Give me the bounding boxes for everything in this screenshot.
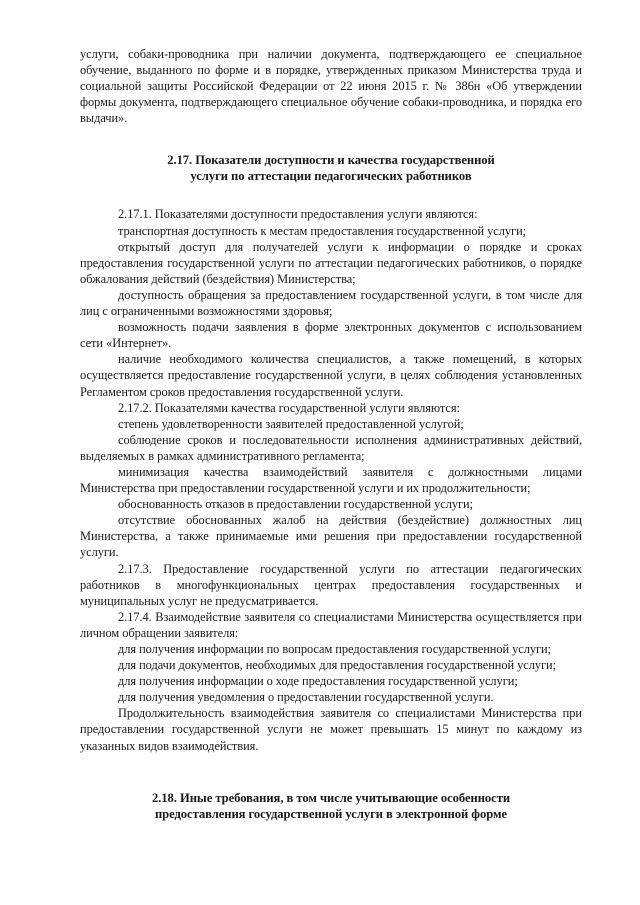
paragraph-progress-info: для получения информации о ходе предоставления государственной услуги; [118, 674, 518, 689]
paragraph-refusals: обоснованность отказов в предоставлении государственной услуги; [118, 497, 474, 512]
paragraph-2-17-4: 2.17.4. Взаимодействие заявителя со специалистами Министерства осуществляется при личном обращении заявителя: [80, 609, 582, 640]
paragraph-info-questions: для получения информации по вопросам предоставления государственной услуги; [118, 642, 552, 656]
paragraph-accessibility: доступность обращения за предоставлением государственной услуги, в том числе для лиц с ограниченными возможностями здоровья; [80, 287, 582, 319]
paragraph-satisfaction: степень удовлетворенности заявителей предоставленной услугой; [118, 416, 464, 431]
paragraph-transport: транспортная доступность к местам предоставления государственной услуги; [118, 223, 527, 238]
paragraph-complaints: отсутствие обоснованных жалоб на действия (бездействие) должностных лиц Министерства, а также принимаемые ими решения при предоставлении государственной услуги. [80, 513, 582, 560]
paragraph-2-17-1: 2.17.1. Показателями доступности предоставления услуги являются: [118, 207, 478, 222]
paragraph-submit-docs: для подачи документов, необходимых для предоставления государственной услуги; [118, 658, 557, 673]
paragraph-minimization: минимизация качества взаимодействий заявителя с должностными лицами Министерства при предоставлении государственной услуги и их продолжительности; [80, 464, 582, 496]
intro-paragraph: услуги, собаки-проводника при наличии документа, подтверждающего ее специальное обучение, выданного по форме и в порядке, утвержденных приказом Министерства труда и социальной защиты Российской Федерации от 22 июня 2015 г. № 386н «Об утверждении формы документа, подтверждающего специальное обучение собаки-проводника, и порядка его выдачи». [80, 47, 582, 126]
section-heading-2-17 [80, 152, 582, 184]
paragraph-specialists: наличие необходимого количества специалистов, а также помещений, в которых осуществляется предоставление государственной услуги, в целях соблюдения установленных Регламентом сроков предоставления государственной услуги. [80, 352, 582, 399]
paragraph-duration: Продолжительность взаимодействия заявителя со специалистами Министерства при предоставлении государственной услуги не может превышать 15 минут по каждому из указанных видов взаимодействия. [80, 706, 582, 753]
section-heading-2-18 [80, 790, 582, 822]
paragraph-open-access: открытый доступ для получателей услуги к информации о порядке и сроках предоставления государственной услуги по аттестации педагогических работников, о порядке обжалования действий (бездействия) Министерства; [80, 239, 582, 286]
heading-line: 2.17. Показатели доступности и качества государственной [167, 153, 495, 168]
document-page [80, 46, 582, 822]
paragraph-deadlines: соблюдение сроков и последовательности исполнения административных действий, выделяемых в рамках административного регламента; [80, 432, 582, 463]
heading-line: предоставления государственной услуги в электронной форме [154, 806, 508, 821]
paragraph-notification: для получения уведомления о предоставлении государственной услуги. [118, 690, 494, 705]
heading-line: услуги по аттестации педагогических работников [190, 169, 472, 184]
heading-line: 2.18. Иные требования, в том числе учитывающие особенности [151, 790, 511, 805]
paragraph-2-17-3: 2.17.3. Предоставление государственной услуги по аттестации педагогических работников в многофункциональных центрах предоставления государственных и муниципальных услуг не предусматривается. [80, 561, 582, 608]
paragraph-electronic: возможность подачи заявления в форме электронных документов с использованием сети «Интернет». [80, 320, 582, 351]
paragraph-2-17-2: 2.17.2. Показателями качества государственной услуги являются: [118, 400, 460, 415]
